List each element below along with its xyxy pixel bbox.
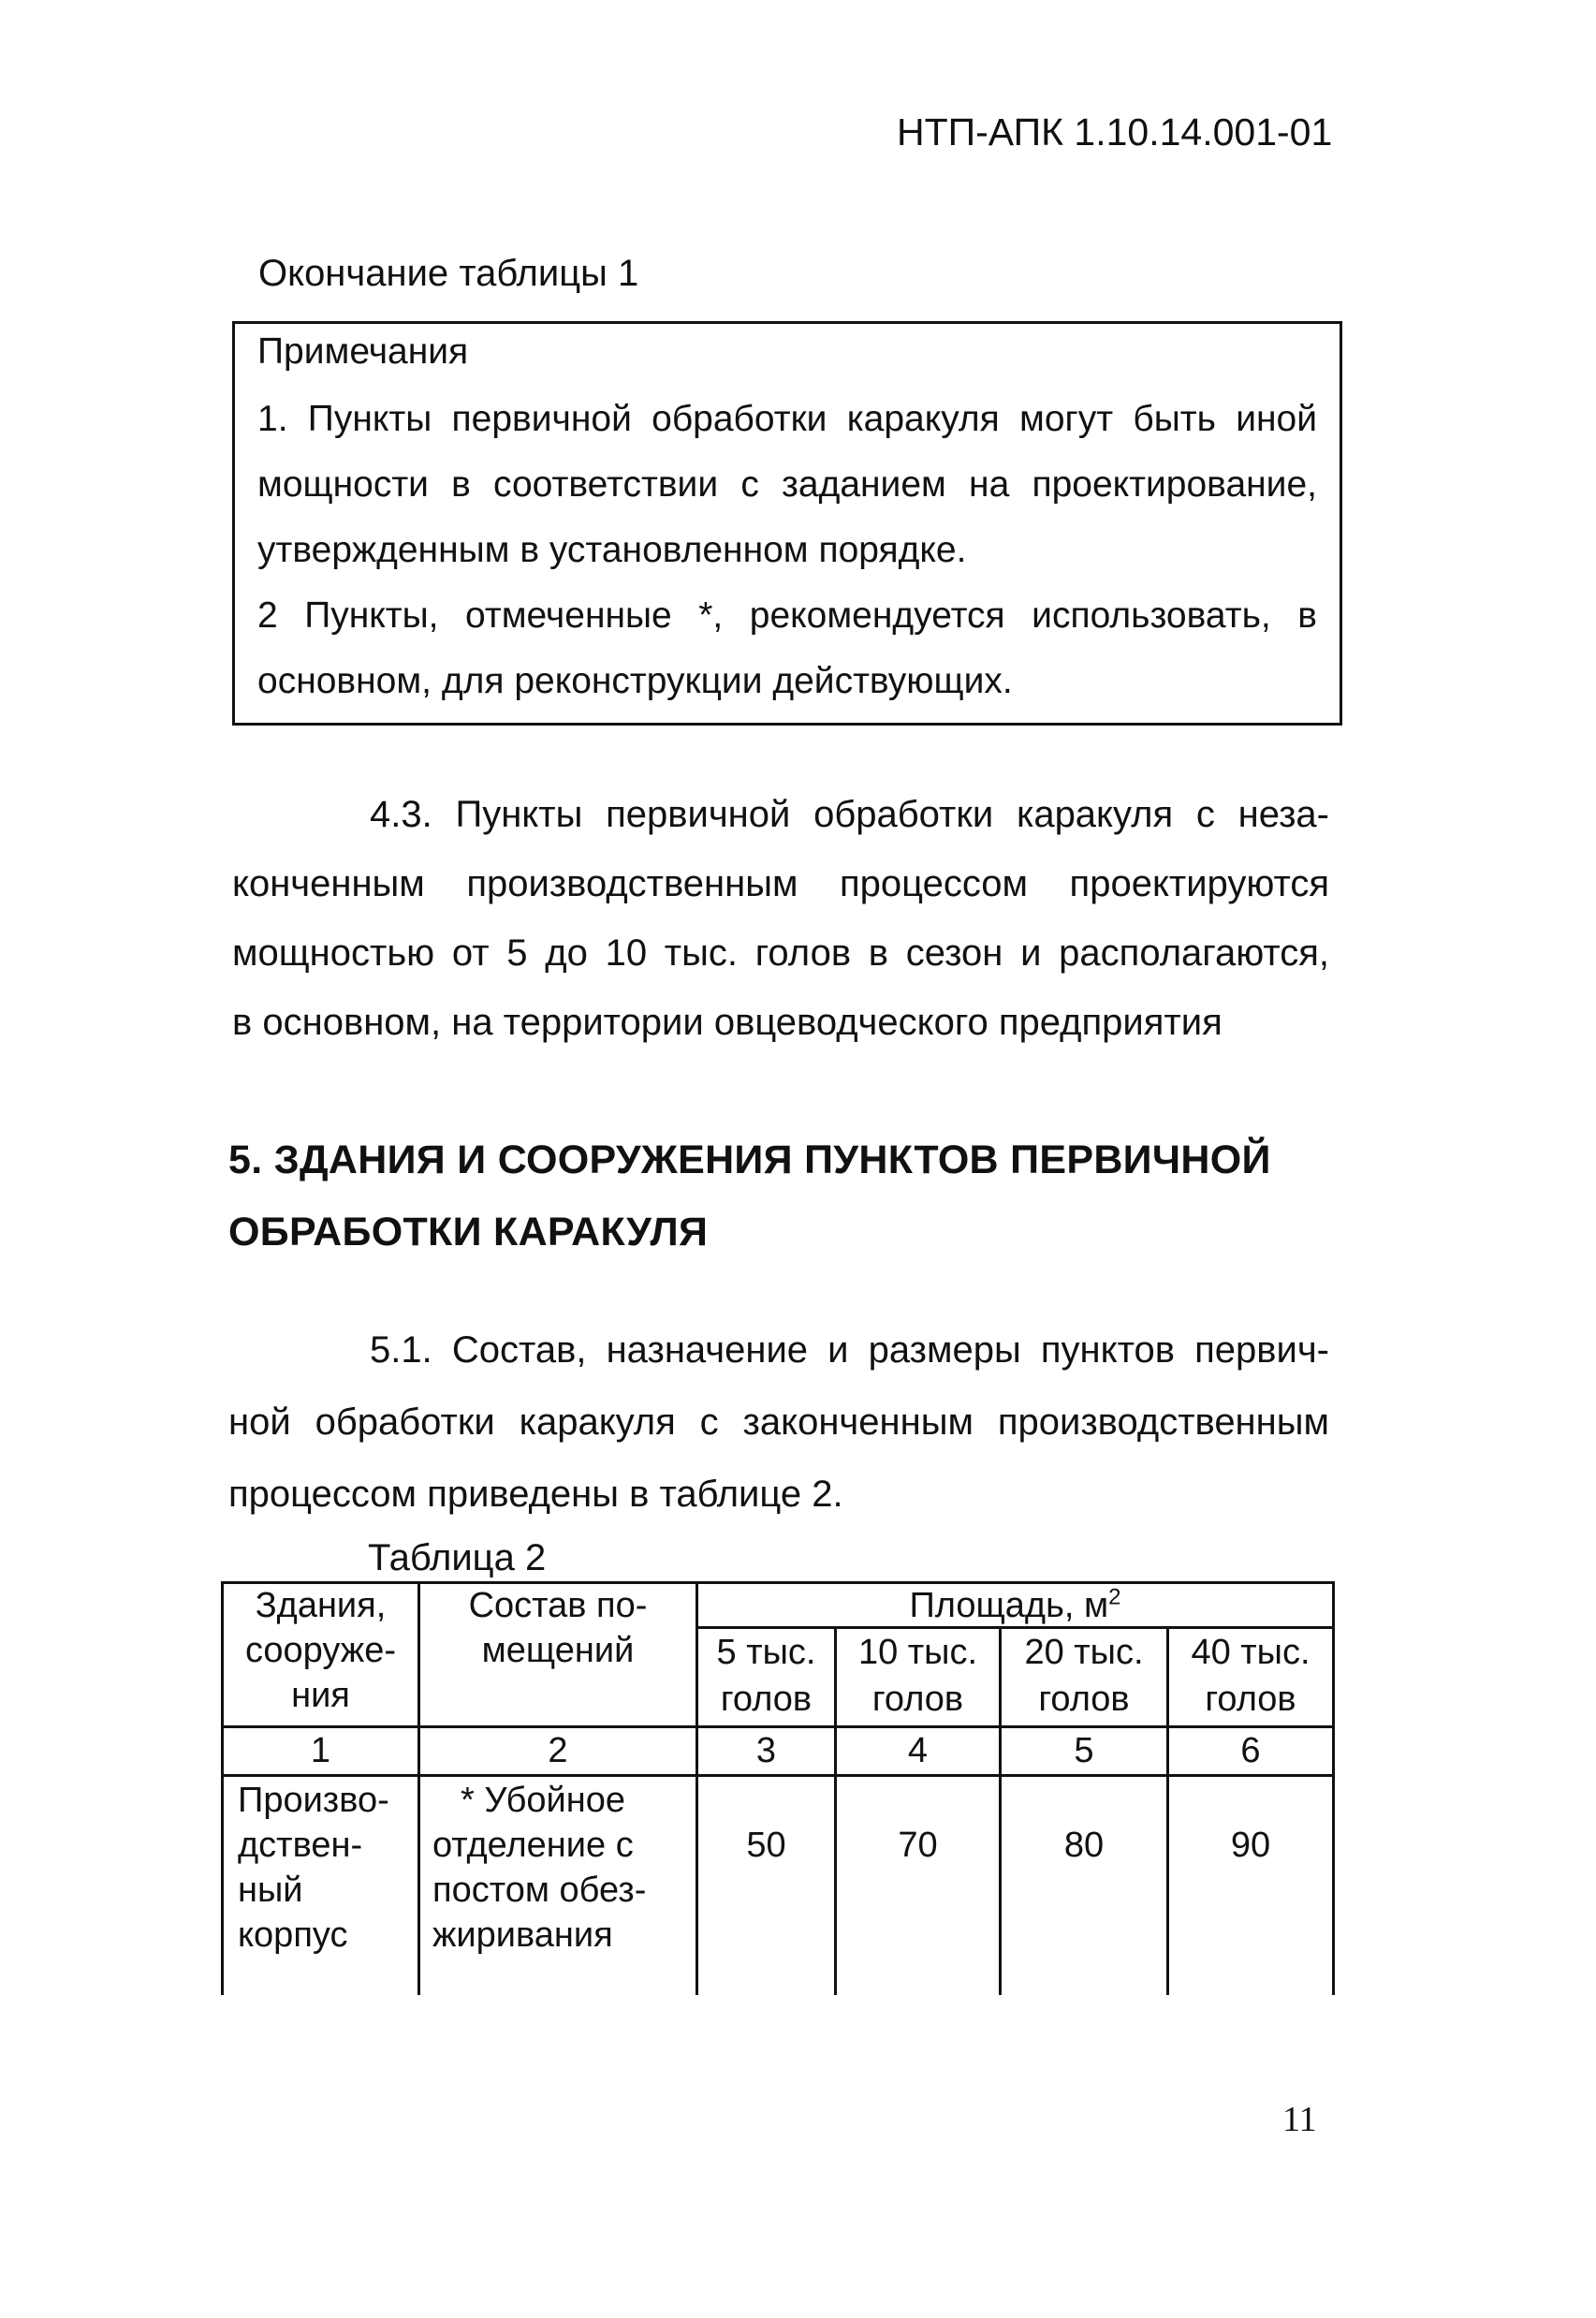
note-line: мощности в соответствии с заданием на проектирование, [257, 464, 1317, 505]
header-text: 20 тыс. [1024, 1633, 1144, 1672]
table-continuation-caption: Окончание таблицы 1 [258, 253, 639, 294]
header-text: ния [291, 1676, 350, 1715]
note-line: основном, для реконструкции действующих. [257, 661, 1013, 701]
note-line: утвержденным в установленном порядке. [257, 530, 967, 570]
table-caption: Таблица 2 [368, 1537, 547, 1578]
rooms-cell [432, 1778, 695, 1958]
cell-text: жиривания [432, 1915, 613, 1955]
table-border [1332, 1581, 1335, 1995]
cell-text: * Убойное [461, 1781, 626, 1820]
header-capacity [1169, 1629, 1332, 1723]
column-number: 3 [755, 1731, 777, 1770]
cell-text: постом обез- [432, 1871, 647, 1910]
paragraph-line: ной обработки каракуля с законченным производственным [228, 1401, 1329, 1443]
area-value: 50 [746, 1826, 786, 1865]
header-text: Состав по- [468, 1586, 648, 1625]
cell-text: ный [238, 1871, 303, 1910]
paragraph-line: 4.3. Пункты первичной обработки каракуля с неза- [370, 794, 1329, 835]
header-text: 40 тыс. [1191, 1633, 1310, 1672]
header-capacity [698, 1629, 834, 1723]
column-number: 1 [310, 1731, 331, 1770]
header-capacity [1002, 1629, 1166, 1723]
area-value: 70 [898, 1826, 938, 1865]
building-cell [238, 1778, 416, 1958]
header-text: сооруже- [244, 1631, 397, 1670]
column-number: 2 [548, 1731, 568, 1770]
paragraph-line: в основном, на территории овцеводческого предприятия [232, 1002, 1223, 1043]
paragraph-line: мощностью от 5 до 10 тыс. голов в сезон и располагаются, [232, 932, 1329, 974]
notes-box [232, 321, 1342, 726]
document-code: НТП-АПК 1.10.14.001-01 [897, 110, 1333, 154]
cell-text: отделение с [432, 1826, 634, 1865]
area-unit-superscript: 2 [1108, 1584, 1121, 1610]
column-number: 4 [907, 1731, 929, 1770]
column-number: 5 [1074, 1731, 1094, 1770]
note-line: 2 Пункты, отмеченные *, рекомендуется использовать, в [257, 595, 1317, 636]
header-text: Здания, [255, 1586, 387, 1625]
cell-text: дствен- [238, 1826, 363, 1865]
header-capacity [837, 1629, 999, 1723]
header-text: голов [720, 1680, 813, 1719]
column-number: 6 [1240, 1731, 1261, 1770]
paragraph-line: 5.1. Состав, назначение и размеры пунктов первич- [370, 1329, 1329, 1371]
section-heading: ОБРАБОТКИ КАРАКУЛЯ [228, 1210, 709, 1254]
area-value: 90 [1230, 1826, 1271, 1865]
header-text: голов [1038, 1680, 1130, 1719]
header-buildings [224, 1583, 417, 1718]
header-rooms [420, 1583, 696, 1673]
header-area [698, 1583, 1332, 1628]
cell-text: корпус [238, 1915, 348, 1955]
note-line: 1. Пункты первичной обработки каракуля могут быть иной [257, 399, 1317, 439]
header-text: 5 тыс. [716, 1633, 816, 1672]
page-number: 11 [1282, 2100, 1317, 2139]
section-heading: 5. ЗДАНИЯ И СООРУЖЕНИЯ ПУНКТОВ ПЕРВИЧНОЙ [228, 1137, 1271, 1182]
paragraph-line: процессом приведены в таблице 2. [228, 1474, 843, 1515]
area-value: 80 [1063, 1826, 1105, 1865]
header-text: мещений [481, 1631, 635, 1670]
table-2 [221, 1581, 1335, 1995]
header-text: голов [1205, 1680, 1296, 1719]
header-text: 10 тыс. [857, 1633, 978, 1672]
header-text: голов [871, 1680, 964, 1719]
paragraph-line: конченным производственным процессом проектируются [232, 863, 1329, 904]
header-text: Площадь, м [909, 1586, 1109, 1625]
cell-text: Произво- [238, 1781, 389, 1820]
notes-title: Примечания [257, 331, 469, 372]
